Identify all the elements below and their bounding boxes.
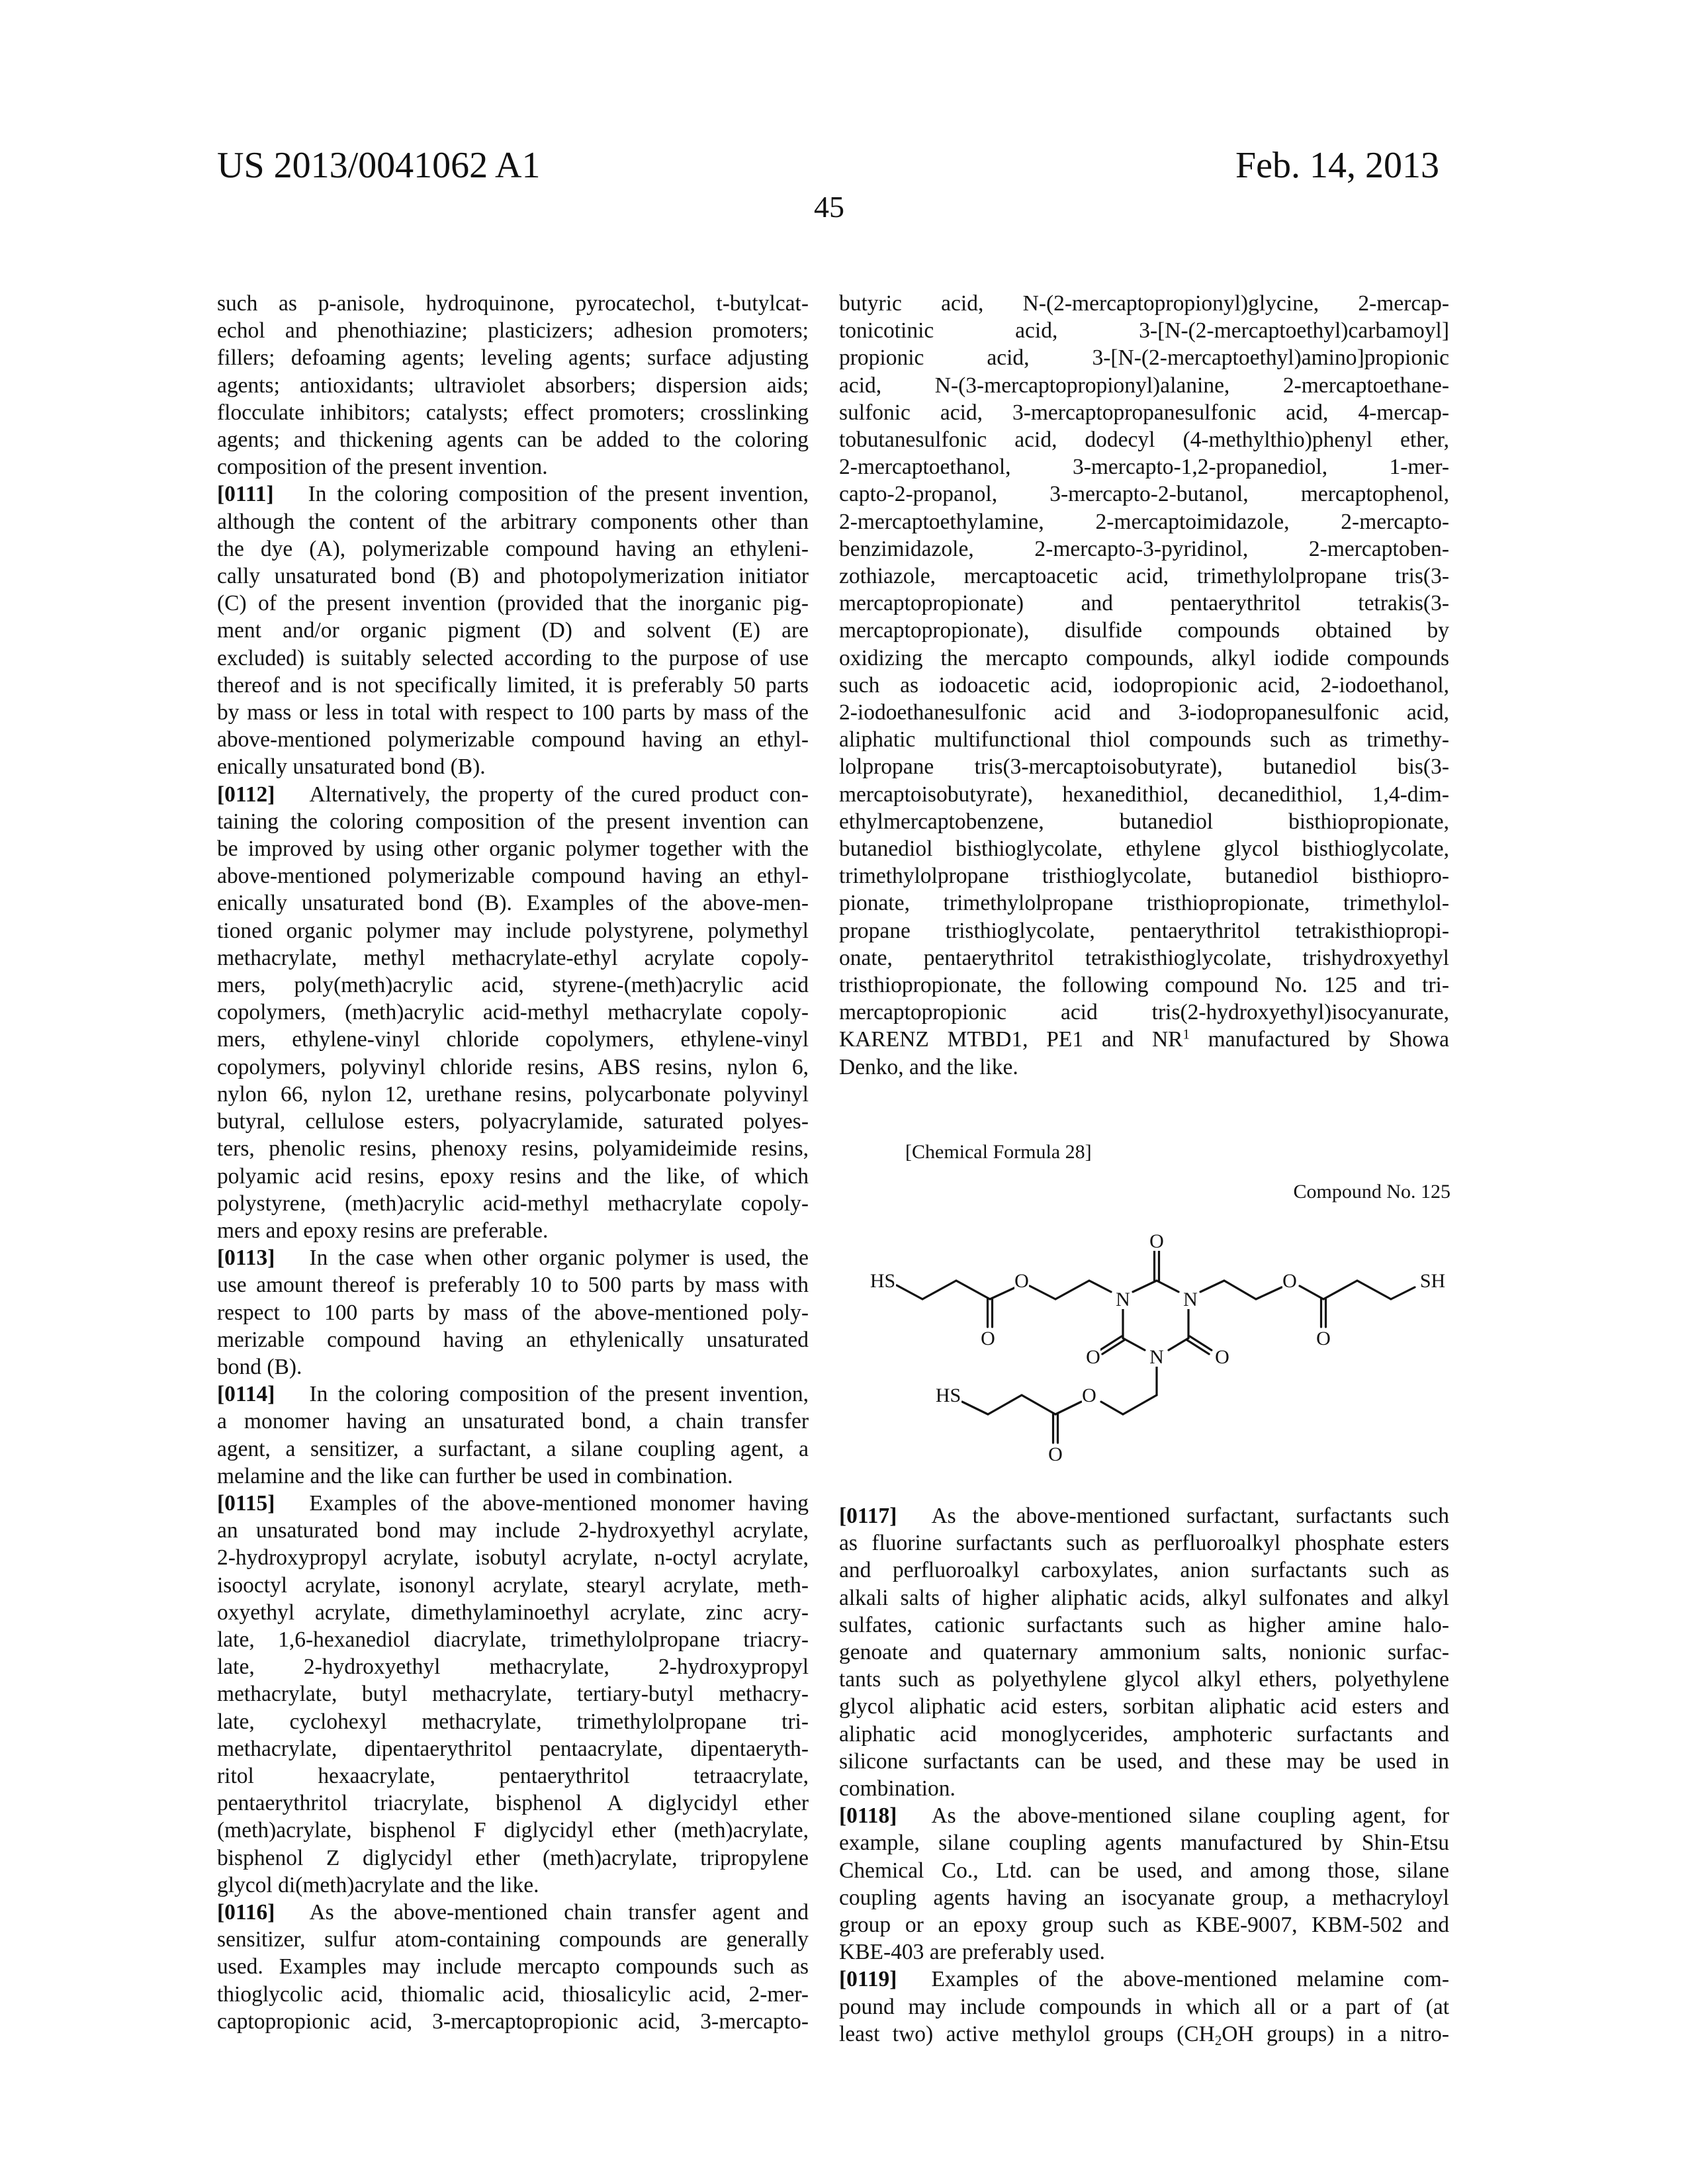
- atom-label-o: O: [1048, 1443, 1063, 1465]
- text-line: [217, 1653, 809, 1680]
- line-text: 2-iodoethanesulfonic acid and 3-iodopropanesulfonic acid,: [839, 700, 1449, 725]
- publication-date: Feb. 14, 2013: [1235, 147, 1439, 184]
- text-line: [217, 1244, 809, 1271]
- line-text: captopropionic acid, 3-mercaptopropionic acid, 3-mercapto-: [217, 2009, 809, 2034]
- line-text: although the content of the arbitrary components other than: [217, 510, 809, 534]
- line-text: benzimidazole, 2-mercapto-3-pyridinol, 2-mercaptoben-: [839, 537, 1449, 561]
- text-line: [217, 590, 809, 617]
- text-line: [839, 972, 1449, 999]
- paragraph: [217, 1381, 809, 1490]
- line-text: agents; antioxidants; ultraviolet absorbers; dispersion aids;: [217, 373, 809, 398]
- line-text: silicone surfactants can be used, and these may be used in: [839, 1749, 1449, 1774]
- atom-label-o: O: [1014, 1270, 1029, 1292]
- line-text: above-mentioned polymerizable compound having an ethyl-: [217, 727, 809, 752]
- single-bond: [1323, 1281, 1357, 1299]
- left-column: [217, 290, 809, 2035]
- text-line: [839, 1721, 1449, 1748]
- text-line: [217, 344, 809, 371]
- line-text: mers and epoxy resins are preferable.: [217, 1218, 548, 1243]
- text-line: [839, 1612, 1449, 1639]
- single-bond: [1300, 1286, 1323, 1299]
- line-text: tristhiopropionate, the following compound No. 125 and tri-: [839, 973, 1449, 997]
- single-bond: [1055, 1402, 1081, 1414]
- line-text: acid, N-(3-mercaptopropionyl)alanine, 2-mercaptoethane-: [839, 373, 1449, 398]
- text-line: [839, 617, 1449, 644]
- line-text: mercaptopropionate), disulfide compounds obtained by: [839, 618, 1449, 643]
- line-text: by mass or less in total with respect to 100 parts by mass of the: [217, 700, 809, 725]
- text-line: [839, 344, 1449, 371]
- line-text: In the case when other organic polymer is used, the: [309, 1246, 809, 1270]
- line-text: above-mentioned polymerizable compound having an ethyl-: [217, 864, 809, 888]
- text-line: [839, 1802, 1449, 1829]
- atom-label-hs: HS: [870, 1270, 895, 1292]
- text-line: [217, 563, 809, 590]
- text-line: [839, 1502, 1449, 1529]
- text-line: [839, 726, 1449, 753]
- paragraph: [217, 1899, 809, 2035]
- line-text: 2-mercaptoethanol, 3-mercapto-1,2-propanediol, 1-mer-: [839, 455, 1449, 479]
- text-line: [217, 1490, 809, 1517]
- line-text: sulfonic acid, 3-mercaptopropanesulfonic acid, 4-mercap-: [839, 400, 1449, 425]
- text-line: [839, 862, 1449, 889]
- line-text: such as p-anisole, hydroquinone, pyrocatechol, t-butylcat-: [217, 291, 809, 316]
- text-line: [217, 972, 809, 999]
- text-line: [839, 2021, 1449, 2048]
- text-line: [839, 1054, 1449, 1081]
- text-line: [839, 535, 1449, 563]
- atom-label-hs: HS: [936, 1385, 961, 1406]
- line-text: agent, a sensitizer, a surfactant, a silane coupling agent, a: [217, 1437, 809, 1461]
- single-bond: [1055, 1281, 1089, 1299]
- line-text: 2-mercaptoethylamine, 2-mercaptoimidazole, 2-mercapto-: [839, 510, 1449, 534]
- text-line: [217, 1708, 809, 1735]
- text-line: [839, 1026, 1449, 1053]
- line-text: aliphatic multifunctional thiol compounds such as trimethy-: [839, 727, 1449, 752]
- line-text: butanediol bisthioglycolate, ethylene glycol bisthioglycolate,: [839, 837, 1449, 861]
- text-line: [839, 999, 1449, 1026]
- line-text: thereof and is not specifically limited, it is preferably 50 parts: [217, 673, 809, 698]
- text-line: [839, 1748, 1449, 1775]
- text-line: [217, 1408, 809, 1435]
- line-text: combination.: [839, 1776, 956, 1801]
- line-text: enically unsaturated bond (B). Examples of the above-men-: [217, 891, 809, 915]
- text-line: [839, 808, 1449, 835]
- line-text: ethylmercaptobenzene, butanediol bisthiopropionate,: [839, 809, 1449, 834]
- single-bond: [988, 1395, 1022, 1414]
- text-line: [839, 1993, 1449, 2021]
- text-line: [839, 835, 1449, 862]
- line-text: excluded) is suitably selected according to the purpose of use: [217, 646, 809, 670]
- line-text: as fluorine surfactants such as perfluoroalkyl phosphate esters: [839, 1531, 1449, 1555]
- text-line: [839, 508, 1449, 535]
- text-line: [839, 645, 1449, 672]
- line-text: ters, phenolic resins, phenoxy resins, polyamideimide resins,: [217, 1136, 809, 1161]
- line-text: methacrylate, butyl methacrylate, tertiary-butyl methacry-: [217, 1682, 809, 1706]
- line-text: polystyrene, (meth)acrylic acid-methyl methacrylate copoly-: [217, 1191, 809, 1216]
- text-line: [217, 1599, 809, 1626]
- line-text: alkali salts of higher aliphatic acids, alkyl sulfonates and alkyl: [839, 1586, 1449, 1610]
- text-line: [217, 372, 809, 399]
- line-text: late, cyclohexyl methacrylate, trimethylolpropane tri-: [217, 1709, 809, 1734]
- text-line: [217, 1026, 809, 1053]
- text-line: [217, 480, 809, 508]
- text-segment: manufactured by Showa: [1190, 1027, 1449, 1052]
- line-text: trimethylolpropane tristhioglycolate, butanediol bisthiopro-: [839, 864, 1449, 888]
- text-line: [839, 1584, 1449, 1612]
- paragraph: [839, 1502, 1449, 1802]
- text-line: [217, 1435, 809, 1463]
- line-text: use amount thereof is preferably 10 to 500 parts by mass with: [217, 1273, 809, 1297]
- line-text: merizable compound having an ethylenically unsaturated: [217, 1328, 809, 1352]
- line-text: cally unsaturated bond (B) and photopolymerization initiator: [217, 564, 809, 588]
- atom-label-o: O: [1082, 1385, 1096, 1406]
- single-bond: [1123, 1338, 1145, 1350]
- text-line: [839, 1829, 1449, 1856]
- text-line: [839, 399, 1449, 426]
- line-text: bisphenol Z diglycidyl ether (meth)acrylate, tripropylene: [217, 1846, 809, 1870]
- paragraph-number: [0112]: [217, 782, 275, 807]
- figure-label: [Chemical Formula 28]: [905, 1141, 1092, 1163]
- line-text: sensitizer, sulfur atom-containing compounds are generally: [217, 1927, 809, 1952]
- text-line: [217, 862, 809, 889]
- line-text: coupling agents having an isocyanate group, a methacryloyl: [839, 1886, 1449, 1910]
- single-bond: [990, 1287, 1016, 1299]
- paragraph: [217, 480, 809, 780]
- line-text: As the above-mentioned chain transfer agent and: [309, 1900, 809, 1925]
- line-text: example, silane coupling agents manufactured by Shin-Etsu: [839, 1831, 1449, 1855]
- line-text: Examples of the above-mentioned melamine com-: [931, 1967, 1449, 1991]
- line-text: nylon 66, nylon 12, urethane resins, polycarbonate polyvinyl: [217, 1082, 809, 1107]
- chemical-structure-diagram: [847, 1125, 1469, 1469]
- line-text: echol and phenothiazine; plasticizers; adhesion promoters;: [217, 318, 809, 343]
- paragraph-number: [0116]: [217, 1900, 275, 1925]
- line-text: flocculate inhibitors; catalysts; effect promoters; crosslinking: [217, 400, 809, 425]
- line-text: copolymers, polyvinyl chloride resins, ABS resins, nylon 6,: [217, 1055, 809, 1079]
- single-bond: [1123, 1395, 1157, 1414]
- text-line: [839, 590, 1449, 617]
- line-text: ment and/or organic pigment (D) and solvent (E) are: [217, 618, 809, 643]
- text-line: [217, 1217, 809, 1244]
- text-line: [839, 317, 1449, 344]
- text-segment: KARENZ MTBD1, PE1 and NR: [839, 1027, 1183, 1052]
- atom-label-o: O: [1316, 1328, 1331, 1349]
- atom-label-o: O: [1086, 1346, 1100, 1368]
- superscript: 1: [1183, 1027, 1190, 1042]
- atom-label-sh: SH: [1420, 1270, 1445, 1292]
- text-line: [217, 1163, 809, 1190]
- text-line: [217, 781, 809, 808]
- text-line: [839, 781, 1449, 808]
- paragraph: [839, 1966, 1449, 2048]
- single-bond: [1101, 1402, 1123, 1414]
- text-line: [839, 1693, 1449, 1720]
- line-text: a monomer having an unsaturated bond, a chain transfer: [217, 1409, 809, 1433]
- text-line: [217, 1108, 809, 1135]
- text-line: [217, 426, 809, 453]
- single-bond: [1089, 1281, 1111, 1292]
- right-column-bottom: [839, 1502, 1449, 2048]
- line-text: Denko, and the like.: [839, 1055, 1018, 1079]
- line-text: As the above-mentioned surfactant, surfactants such: [931, 1504, 1449, 1528]
- paragraph: [217, 1490, 809, 1899]
- text-line: [839, 917, 1449, 944]
- atom-label-n: N: [1149, 1346, 1164, 1368]
- text-line: [839, 1938, 1449, 1966]
- text-line: [217, 1572, 809, 1599]
- atom-label-n: N: [1116, 1289, 1130, 1310]
- line-text: the dye (A), polymerizable compound having an ethyleni-: [217, 537, 809, 561]
- single-bond: [962, 1402, 988, 1414]
- single-bond: [1256, 1287, 1282, 1299]
- paragraph: [217, 290, 809, 480]
- line-text: As the above-mentioned silane coupling agent, for: [931, 1803, 1449, 1828]
- text-line: [217, 1844, 809, 1872]
- text-line: [839, 753, 1449, 780]
- text-line: [217, 1326, 809, 1353]
- text-line: [217, 1926, 809, 1953]
- paragraph-number: [0111]: [217, 482, 274, 506]
- text-line: [217, 1190, 809, 1217]
- line-text: tobutanesulfonic acid, dodecyl (4-methylthio)phenyl ether,: [839, 428, 1449, 452]
- line-text: aliphatic acid monoglycerides, amphoteric surfactants and: [839, 1722, 1449, 1747]
- text-line: [839, 889, 1449, 917]
- single-bond: [956, 1281, 990, 1299]
- paragraph-number: [0117]: [839, 1504, 897, 1528]
- text-line: [217, 1899, 809, 1926]
- line-text: (meth)acrylate, bisphenol F diglycidyl ether (meth)acrylate,: [217, 1818, 809, 1843]
- publication-number: US 2013/0041062 A1: [217, 147, 541, 184]
- line-text: bond (B).: [217, 1355, 302, 1379]
- line-text: (C) of the present invention (provided that the inorganic pig-: [217, 591, 809, 615]
- line-text: thioglycolic acid, thiomalic acid, thiosalicylic acid, 2-mer-: [217, 1982, 809, 2007]
- paragraph-number: [0118]: [839, 1803, 897, 1828]
- page-number: 45: [814, 192, 844, 222]
- text-line: [217, 617, 809, 644]
- line-text: capto-2-propanol, 3-mercapto-2-butanol, mercaptophenol,: [839, 482, 1449, 506]
- text-line: [217, 2008, 809, 2035]
- text-line: [839, 372, 1449, 399]
- line-text: be improved by using other organic polymer together with the: [217, 837, 809, 861]
- line-text: pound may include compounds in which all or a part of (at: [839, 1995, 1449, 2019]
- text-line: [217, 1054, 809, 1081]
- single-bond: [1157, 1281, 1179, 1292]
- text-line: [839, 563, 1449, 590]
- line-text: genoate and quaternary ammonium salts, nonionic surfac-: [839, 1640, 1449, 1664]
- text-line: [217, 1299, 809, 1326]
- text-line: [217, 889, 809, 917]
- line-text: tants such as polyethylene glycol alkyl ethers, polyethylene: [839, 1667, 1449, 1692]
- line-text: zothiazole, mercaptoacetic acid, trimethylolpropane tris(3-: [839, 564, 1449, 588]
- text-line: [839, 1775, 1449, 1802]
- line-text: mers, ethylene-vinyl chloride copolymers, ethylene-vinyl: [217, 1027, 809, 1052]
- text-line: [217, 944, 809, 972]
- paragraph: [217, 1244, 809, 1381]
- atom-label-o: O: [1149, 1230, 1164, 1252]
- single-bond: [1133, 1281, 1157, 1292]
- paragraph-number: [0113]: [217, 1246, 275, 1270]
- text-segment: OH groups) in a nitro-: [1222, 2022, 1449, 2046]
- line-text: In the coloring composition of the present invention,: [308, 482, 809, 506]
- text-line: [839, 672, 1449, 699]
- text-line: [217, 399, 809, 426]
- line-text: glycol aliphatic acid esters, sorbitan aliphatic acid esters and: [839, 1694, 1449, 1719]
- single-bond: [1357, 1281, 1391, 1299]
- single-bond: [1022, 1395, 1055, 1414]
- line-text: oxidizing the mercapto compounds, alkyl iodide compounds: [839, 646, 1449, 670]
- line-text: agents; and thickening agents can be added to the coloring: [217, 428, 809, 452]
- paragraph-number: [0114]: [217, 1382, 275, 1406]
- text-line: [217, 535, 809, 563]
- line-text: group or an epoxy group such as KBE-9007, KBM-502 and: [839, 1913, 1449, 1937]
- text-line: [217, 1517, 809, 1544]
- line-text: mercaptopropionate) and pentaerythritol tetrakis(3-: [839, 591, 1449, 615]
- text-line: [217, 835, 809, 862]
- paragraph: [839, 290, 1449, 1081]
- single-bond: [1391, 1287, 1415, 1299]
- paragraph: [839, 1802, 1449, 1966]
- text-line: [217, 1271, 809, 1298]
- line-text: mercaptopropionic acid tris(2-hydroxyethyl)isocyanurate,: [839, 1000, 1449, 1024]
- subscript: 2: [1215, 2033, 1222, 2048]
- text-line: [217, 699, 809, 726]
- text-line: [217, 1762, 809, 1790]
- text-line: [839, 1557, 1449, 1584]
- single-bond: [1224, 1281, 1256, 1299]
- single-bond: [922, 1281, 956, 1299]
- line-text: pionate, trimethylolpropane tristhiopropionate, trimethylol-: [839, 891, 1449, 915]
- text-line: [217, 1463, 809, 1490]
- text-line: [217, 1981, 809, 2008]
- text-line: [839, 1884, 1449, 1911]
- line-text: KBE-403 are preferably used.: [839, 1940, 1105, 1964]
- line-text: an unsaturated bond may include 2-hydroxyethyl acrylate,: [217, 1518, 809, 1543]
- line-text: respect to 100 parts by mass of the above-mentioned poly-: [217, 1300, 809, 1325]
- line-text: composition of the present invention.: [217, 455, 548, 479]
- paragraph-number: [0115]: [217, 1491, 275, 1516]
- atom-label-o: O: [981, 1328, 995, 1349]
- text-line: [217, 508, 809, 535]
- line-text: methacrylate, methyl methacrylate-ethyl acrylate copoly-: [217, 946, 809, 970]
- line-text: tonicotinic acid, 3-[N-(2-mercaptoethyl)carbamoyl]: [839, 318, 1449, 343]
- line-text: mercaptoisobutyrate), hexanedithiol, decanedithiol, 1,4-dim-: [839, 782, 1449, 807]
- line-text: late, 2-hydroxyethyl methacrylate, 2-hydroxypropyl: [217, 1655, 809, 1679]
- single-bond: [897, 1285, 922, 1299]
- text-line: [217, 317, 809, 344]
- paragraph-number: [0119]: [839, 1967, 897, 1991]
- text-line: [839, 453, 1449, 480]
- line-text: lolpropane tris(3-mercaptoisobutyrate), butanediol bis(3-: [839, 754, 1449, 779]
- line-text: fillers; defoaming agents; leveling agents; surface adjusting: [217, 345, 809, 370]
- line-text: onate, pentaerythritol tetrakisthioglycolate, trishydroxyethyl: [839, 946, 1449, 970]
- line-text: Alternatively, the property of the cured product con-: [309, 782, 809, 807]
- atom-label-n: N: [1183, 1289, 1198, 1310]
- line-text: melamine and the like can further be used in combination.: [217, 1464, 733, 1488]
- text-line: [839, 1966, 1449, 1993]
- line-text: tioned organic polymer may include polystyrene, polymethyl: [217, 919, 809, 943]
- line-text: In the coloring composition of the present invention,: [309, 1382, 809, 1406]
- text-line: [839, 1529, 1449, 1557]
- text-line: [839, 1639, 1449, 1666]
- text-line: [217, 1790, 809, 1817]
- text-line: [839, 426, 1449, 453]
- line-text: sulfates, cationic surfactants such as higher amine halo-: [839, 1613, 1449, 1637]
- line-text: Chemical Co., Ltd. can be used, and among those, silane: [839, 1858, 1449, 1883]
- text-line: [217, 808, 809, 835]
- compound-label: Compound No. 125: [1293, 1181, 1450, 1203]
- text-line: [217, 1735, 809, 1762]
- line-text: late, 1,6-hexanediol diacrylate, trimethylolpropane triacry-: [217, 1627, 809, 1652]
- text-line: [839, 944, 1449, 972]
- line-text: used. Examples may include mercapto compounds such as: [217, 1954, 809, 1979]
- text-line: [217, 1381, 809, 1408]
- line-text: polyamic acid resins, epoxy resins and the like, of which: [217, 1164, 809, 1189]
- text-line: [217, 1135, 809, 1162]
- line-text: mers, poly(meth)acrylic acid, styrene-(meth)acrylic acid: [217, 973, 809, 997]
- text-line: [217, 999, 809, 1026]
- line-text: oxyethyl acrylate, dimethylaminoethyl acrylate, zinc acry-: [217, 1600, 809, 1625]
- line-text: such as iodoacetic acid, iodopropionic acid, 2-iodoethanol,: [839, 673, 1449, 698]
- text-line: [217, 1680, 809, 1707]
- atom-label-o: O: [1282, 1270, 1297, 1292]
- text-line: [839, 480, 1449, 508]
- text-line: [217, 917, 809, 944]
- line-text: butyral, cellulose esters, polyacrylamide, saturated polyes-: [217, 1109, 809, 1134]
- line-text: taining the coloring composition of the present invention can: [217, 809, 809, 834]
- text-line: [217, 1544, 809, 1571]
- text-line: [217, 453, 809, 480]
- paragraph: [217, 781, 809, 1244]
- text-line: [217, 1353, 809, 1381]
- line-text: glycol di(meth)acrylate and the like.: [217, 1873, 539, 1897]
- line-text: propionic acid, 3-[N-(2-mercaptoethyl)amino]propionic: [839, 345, 1449, 370]
- text-line: [217, 1626, 809, 1653]
- text-line: [839, 1857, 1449, 1884]
- text-segment: least two) active methylol groups (CH: [839, 2022, 1215, 2046]
- line-text: copolymers, (meth)acrylic acid-methyl methacrylate copoly-: [217, 1000, 809, 1024]
- line-text: butyric acid, N-(2-mercaptopropionyl)glycine, 2-mercap-: [839, 291, 1449, 316]
- line-text: ritol hexaacrylate, pentaerythritol tetraacrylate,: [217, 1764, 809, 1788]
- text-line: [217, 1081, 809, 1108]
- line-text: methacrylate, dipentaerythritol pentaacrylate, dipentaeryth-: [217, 1737, 809, 1761]
- text-line: [217, 1953, 809, 1980]
- text-line: [217, 726, 809, 753]
- text-line: [839, 290, 1449, 317]
- atom-label-o: O: [1215, 1346, 1229, 1368]
- text-line: [217, 645, 809, 672]
- text-line: [839, 699, 1449, 726]
- line-text: propane tristhioglycolate, pentaerythritol tetrakisthiopropi-: [839, 919, 1449, 943]
- text-line: [217, 1817, 809, 1844]
- line-text: 2-hydroxypropyl acrylate, isobutyl acrylate, n-octyl acrylate,: [217, 1545, 809, 1570]
- text-line: [217, 290, 809, 317]
- text-line: [839, 1666, 1449, 1693]
- line-text: isooctyl acrylate, isononyl acrylate, stearyl acrylate, meth-: [217, 1573, 809, 1598]
- line-text: and perfluoroalkyl carboxylates, anion surfactants such as: [839, 1558, 1449, 1582]
- line-text: Examples of the above-mentioned monomer having: [309, 1491, 809, 1516]
- text-line: [217, 753, 809, 780]
- single-bond: [1030, 1286, 1055, 1299]
- single-bond: [1169, 1338, 1188, 1350]
- text-line: [839, 1911, 1449, 1938]
- line-text: pentaerythritol triacrylate, bisphenol A diglycidyl ether: [217, 1791, 809, 1815]
- line-text: enically unsaturated bond (B).: [217, 754, 486, 779]
- right-column-top: [839, 290, 1449, 1081]
- single-bond: [1200, 1281, 1224, 1292]
- text-line: [217, 672, 809, 699]
- text-line: [217, 1872, 809, 1899]
